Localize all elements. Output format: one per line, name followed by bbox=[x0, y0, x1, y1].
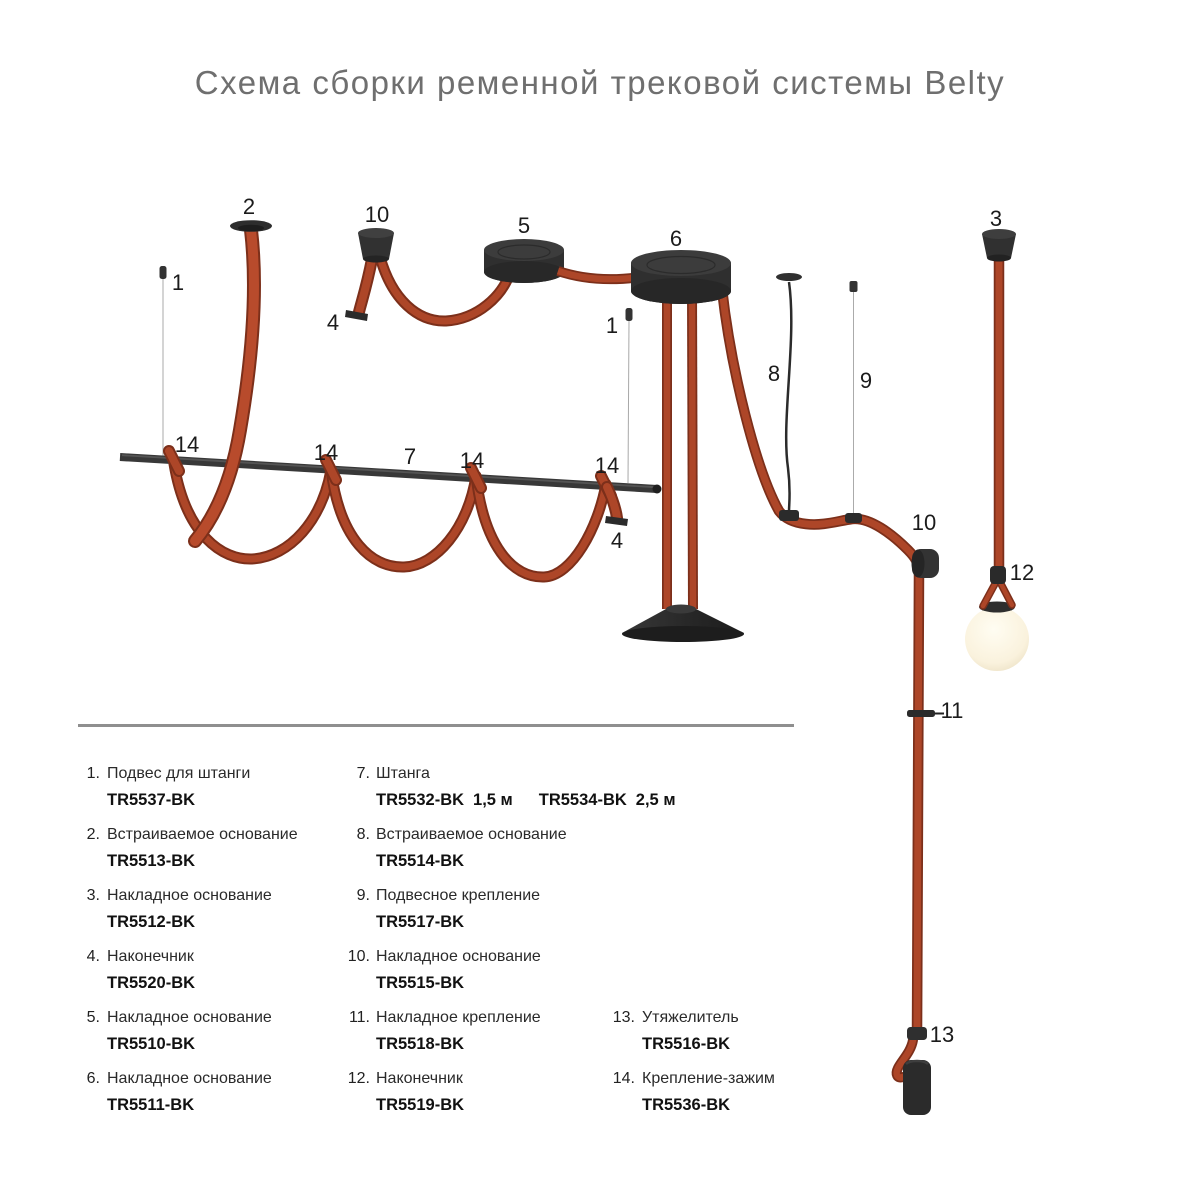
parts-list-column-3 bbox=[600, 1004, 900, 1126]
part-name: Подвес для штанги bbox=[107, 765, 251, 782]
belt-tip-12 bbox=[990, 566, 1006, 584]
weight-cylinder bbox=[903, 1060, 931, 1115]
page-title: Схема сборки ременной трековой системы Belty bbox=[194, 64, 1006, 101]
part-code: TR5513-BK bbox=[107, 852, 196, 870]
part-name: Накладное основание bbox=[107, 887, 272, 904]
pendant-right bbox=[965, 229, 1029, 671]
globe-lamp bbox=[965, 607, 1029, 671]
parts-list-column-1 bbox=[76, 760, 346, 1126]
belt-end-right bbox=[605, 487, 628, 526]
part-code-1: TR5532-BK bbox=[376, 791, 465, 809]
callout-4-left: 4 bbox=[326, 310, 340, 335]
part-code: TR5514-BK bbox=[376, 852, 465, 870]
belt-clamp-13 bbox=[907, 1027, 927, 1040]
part-item-14 bbox=[600, 1065, 900, 1119]
rod-suspension-right bbox=[626, 308, 633, 483]
callout-9: 9 bbox=[859, 368, 873, 393]
part-size-2: 2,5 м bbox=[635, 791, 676, 809]
part-name: Наконечник bbox=[376, 1070, 463, 1087]
part-name: Наконечник bbox=[107, 948, 194, 965]
belt-clamp-9 bbox=[845, 513, 862, 523]
belts-6-to-cone bbox=[667, 290, 693, 609]
cone-shade bbox=[622, 605, 744, 643]
part-name: Встраиваемое основание bbox=[107, 826, 298, 843]
part-code: TR5536-BK bbox=[642, 1096, 731, 1114]
part-name: Накладное основание bbox=[376, 948, 541, 965]
callout-1-left: 1 bbox=[171, 270, 185, 295]
belt-clamp-8 bbox=[779, 510, 799, 521]
part-number: 6. bbox=[86, 1070, 100, 1087]
surface-base-5 bbox=[484, 239, 564, 283]
part-name: Утяжелитель bbox=[642, 1009, 739, 1026]
part-code bbox=[376, 787, 676, 814]
part-code: TR5510-BK bbox=[107, 1035, 196, 1053]
part-code: TR5511-BK bbox=[107, 1096, 195, 1114]
callout-11: 11 bbox=[940, 698, 964, 723]
part-number: 12. bbox=[347, 1070, 370, 1087]
part-code: TR5518-BK bbox=[376, 1035, 465, 1053]
part-number: 3. bbox=[86, 887, 100, 904]
rod-suspension-left bbox=[160, 266, 167, 456]
part-item-5 bbox=[76, 1004, 346, 1058]
callout-1-right: 1 bbox=[605, 313, 619, 338]
part-name: Встраиваемое основание bbox=[376, 826, 567, 843]
recessed-base-2 bbox=[230, 220, 272, 232]
part-item-2 bbox=[76, 821, 346, 875]
part-code: TR5519-BK bbox=[376, 1096, 465, 1114]
belt-clamp-11 bbox=[907, 710, 944, 717]
callout-14-a: 14 bbox=[174, 432, 200, 457]
part-name: Штанга bbox=[376, 765, 430, 782]
part-name: Подвесное крепление bbox=[376, 887, 541, 904]
part-number: 11. bbox=[348, 1009, 370, 1026]
part-number: 1. bbox=[86, 765, 100, 782]
part-name: Накладное крепление bbox=[376, 1009, 541, 1026]
part-number: 13. bbox=[612, 1009, 635, 1026]
part-item-4 bbox=[76, 943, 346, 997]
part-code: TR5537-BK bbox=[107, 791, 196, 809]
list-separator bbox=[78, 724, 794, 727]
part-code: TR5520-BK bbox=[107, 974, 196, 992]
belt-5-to-6 bbox=[558, 271, 640, 279]
callout-4-right: 4 bbox=[610, 528, 624, 553]
suspension-mount-wire-9 bbox=[850, 281, 858, 515]
part-number: 5. bbox=[86, 1009, 100, 1026]
callout-10-left: 10 bbox=[364, 202, 390, 227]
callout-14-b: 14 bbox=[313, 440, 339, 465]
callout-7: 7 bbox=[403, 444, 417, 469]
part-number: 14. bbox=[612, 1070, 635, 1087]
part-code: TR5515-BK bbox=[376, 974, 465, 992]
part-name: Накладное основание bbox=[107, 1009, 272, 1026]
part-item-6 bbox=[76, 1065, 346, 1119]
part-item-9 bbox=[336, 882, 706, 936]
weight-assembly bbox=[897, 1027, 931, 1115]
callout-14-d: 14 bbox=[594, 453, 620, 478]
part-item-8 bbox=[336, 821, 706, 875]
part-item-7 bbox=[336, 760, 706, 814]
part-number: 2. bbox=[86, 826, 100, 843]
part-item-3 bbox=[76, 882, 346, 936]
callout-3: 3 bbox=[989, 206, 1003, 231]
belt-tip-icon bbox=[605, 516, 628, 526]
callout-13: 13 bbox=[929, 1022, 955, 1047]
part-item-1 bbox=[76, 760, 346, 814]
part-name: Крепление-зажим bbox=[642, 1070, 775, 1087]
callout-6: 6 bbox=[669, 226, 683, 251]
callout-10-right: 10 bbox=[911, 510, 937, 535]
callout-14-c: 14 bbox=[459, 448, 485, 473]
belt-from-recessed-base bbox=[195, 230, 254, 541]
part-number: 4. bbox=[86, 948, 100, 965]
part-size-1: 1,5 м bbox=[473, 791, 513, 809]
part-number: 8. bbox=[356, 826, 370, 843]
part-number: 7. bbox=[356, 765, 370, 782]
callout-12: 12 bbox=[1009, 560, 1035, 585]
rod bbox=[120, 455, 662, 493]
recessed-base-wire-8 bbox=[776, 273, 802, 512]
part-code-2: TR5534-BK bbox=[538, 791, 627, 809]
part-item-10 bbox=[336, 943, 706, 997]
callout-5: 5 bbox=[517, 213, 531, 238]
part-code: TR5517-BK bbox=[376, 913, 465, 931]
belt-right-run bbox=[722, 289, 919, 1034]
part-code: TR5516-BK bbox=[642, 1035, 731, 1053]
part-item-13 bbox=[600, 1004, 900, 1058]
callout-8: 8 bbox=[767, 361, 781, 386]
callout-2: 2 bbox=[242, 194, 256, 219]
part-number: 9. bbox=[356, 887, 370, 904]
part-name: Накладное основание bbox=[107, 1070, 272, 1087]
part-code: TR5512-BK bbox=[107, 913, 196, 931]
part-number: 10. bbox=[347, 948, 370, 965]
surface-base-6 bbox=[631, 250, 731, 304]
surface-base-10-right bbox=[912, 549, 940, 578]
